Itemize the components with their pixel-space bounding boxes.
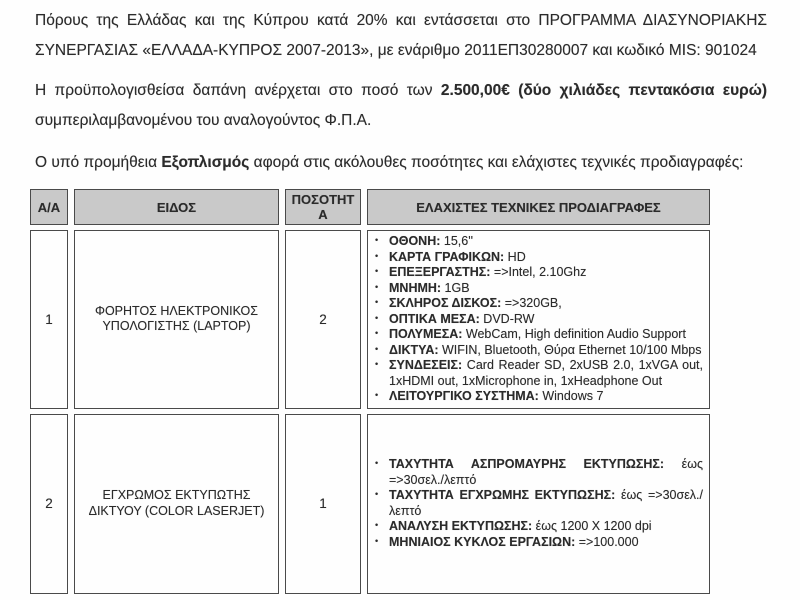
spec-label: ΣΚΛΗΡΟΣ ΔΙΣΚΟΣ: — [389, 296, 502, 310]
spec-item — [372, 234, 703, 250]
equipment-table-header — [30, 189, 710, 225]
spec-label: ΟΘΟΝΗ: — [389, 234, 441, 248]
spec-value: Windows 7 — [538, 389, 604, 403]
spec-label: ΜΝΗΜΗ: — [389, 280, 442, 295]
bullet-icon: • — [375, 297, 379, 307]
bullet-icon: • — [375, 312, 379, 323]
spec-item — [372, 281, 703, 297]
spec-label: ΤΑΧΥΤΗΤΑ ΑΣΠΡΟΜΑΥΡΗΣ ΕΚΤΥΠΩΣΗΣ: — [389, 457, 665, 471]
header-row — [30, 189, 710, 225]
cell-quantity: 1 — [285, 414, 361, 594]
spec-value: Card Reader SD, 2xUSB 2.0, 1xVGA out, 1xHDMI out, 1xMicrophone in, 1xHeadphone Out — [389, 358, 703, 388]
bullet-icon: • — [375, 281, 379, 292]
equipment-table — [24, 184, 716, 599]
cell-index: 1 — [30, 230, 68, 409]
spec-item — [372, 389, 703, 405]
column-header-specs: ΕΛΑΧΙΣΤΕΣ ΤΕΧΝΙΚΕΣ ΠΡΟΔΙΑΓΡΑΦΕΣ — [367, 189, 710, 225]
spec-item — [372, 250, 703, 266]
bullet-icon: • — [375, 535, 379, 546]
paragraph — [35, 6, 767, 66]
cell-quantity: 2 — [285, 230, 361, 409]
spec-label: ΑΝΑΛΥΣΗ ΕΚΤΥΠΩΣΗΣ: — [389, 519, 533, 533]
column-header-quantity: ΠΟΣΟΤΗΤΑ — [285, 189, 361, 225]
spec-item — [372, 457, 703, 488]
column-header-aa: Α/Α — [30, 189, 68, 225]
paragraph — [35, 148, 767, 178]
text-segment: Ο υπό προμήθεια — [35, 154, 162, 171]
spec-label: ΣΥΝΔΕΣΕΙΣ: — [389, 358, 463, 372]
bullet-icon: • — [375, 266, 379, 276]
intro-paragraphs — [35, 6, 767, 178]
text-segment: Η προϋπολογισθείσα δαπάνη ανέρχεται στο ποσό των — [35, 82, 441, 99]
spec-value: WebCam, High definition Audio Support — [462, 327, 686, 341]
spec-label: ΚΑΡΤΑ ΓΡΑΦΙΚΩΝ: — [389, 249, 505, 264]
cell-item: ΕΓΧΡΩΜΟΣ ΕΚΤΥΠΩΤΗΣ ΔΙΚΤΥΟΥ (COLOR LASERJET) — [74, 414, 279, 594]
spec-item — [372, 519, 703, 535]
column-header-item: ΕΙΔΟΣ — [74, 189, 279, 225]
bullet-icon: • — [375, 520, 379, 530]
spec-value: =>320GB, — [501, 296, 562, 310]
spec-label: ΜΗΝΙΑΙΟΣ ΚΥΚΛΟΣ ΕΡΓΑΣΙΩΝ: — [389, 534, 576, 549]
spec-value: =>100.000 — [575, 534, 639, 549]
spec-label: ΔΙΚΤΥΑ: — [389, 342, 439, 357]
cell-specs — [367, 230, 710, 409]
bullet-icon: • — [375, 250, 379, 261]
spec-value: έως 1200 X 1200 dpi — [532, 519, 652, 533]
spec-label: ΟΠΤΙΚΑ ΜΕΣΑ: — [389, 311, 480, 326]
bullet-icon: • — [375, 235, 379, 245]
spec-value: HD — [504, 249, 526, 264]
cell-specs — [367, 414, 710, 594]
spec-item — [372, 343, 703, 359]
bullet-icon: • — [375, 390, 379, 400]
spec-item — [372, 296, 703, 312]
spec-value: έως =>30σελ./λεπτό — [389, 457, 703, 487]
table-row — [30, 414, 710, 594]
spec-value: DVD-RW — [479, 311, 535, 326]
spec-item — [372, 535, 703, 551]
bullet-icon: • — [375, 359, 379, 369]
spec-label: ΛΕΙΤΟΥΡΓΙΚΟ ΣΥΣΤΗΜΑ: — [389, 389, 539, 403]
text-segment: Πόρους της Ελλάδας και της Κύπρου κατά 20% και εντάσσεται στο ΠΡΟΓΡΑΜΜΑ ΔΙΑΣΥΝΟΡΙΑΚΗΣ ΣΥΝΕΡΓΑΣΙΑΣ «ΕΛΛΑΔΑ-ΚΥΠΡΟΣ 2007-2013», με ενάριθμο 2011ΕΠ30280007 και κωδικό MIS: 901024 — [35, 12, 767, 59]
spec-item — [372, 312, 703, 328]
bullet-icon: • — [375, 489, 379, 499]
spec-label: ΤΑΧΥΤΗΤΑ ΕΓΧΡΩΜΗΣ ΕΚΤΥΠΩΣΗΣ: — [389, 488, 616, 502]
spec-item — [372, 358, 703, 389]
table-row — [30, 230, 710, 409]
bullet-icon: • — [375, 343, 379, 354]
bullet-icon: • — [375, 458, 379, 468]
cell-index: 2 — [30, 414, 68, 594]
spec-item — [372, 265, 703, 281]
text-segment: αφορά στις ακόλουθες ποσότητες και ελάχιστες τεχνικές προδιαγραφές: — [249, 154, 744, 171]
spec-value: WIFIN, Bluetooth, Θύρα Ethernet 10/100 Mbps — [438, 342, 702, 357]
equipment-table-body — [30, 230, 710, 594]
spec-item — [372, 488, 703, 519]
paragraph — [35, 76, 767, 136]
text-segment: συμπεριλαμβανομένου του αναλογούντος Φ.Π.Α. — [35, 112, 372, 129]
bold-text-segment: 2.500,00€ (δύο χιλιάδες πεντακόσια ευρώ) — [440, 82, 767, 99]
cell-item: ΦΟΡΗΤΟΣ ΗΛΕΚΤΡΟΝΙΚΟΣ ΥΠΟΛΟΓΙΣΤΗΣ (LAPTOP) — [74, 230, 279, 409]
spec-label: ΕΠΕΞΕΡΓΑΣΤΗΣ: — [389, 265, 491, 279]
spec-value: 1GB — [441, 280, 470, 295]
bullet-icon: • — [375, 328, 379, 338]
spec-item — [372, 327, 703, 343]
bold-text-segment: Εξοπλισμός — [161, 154, 250, 171]
spec-value: =>Intel, 2.10Ghz — [490, 265, 587, 279]
spec-label: ΠΟΛΥΜΕΣΑ: — [389, 327, 463, 341]
spec-value: 15,6'' — [440, 234, 473, 248]
spec-value: έως =>30σελ./λεπτό — [389, 488, 703, 518]
